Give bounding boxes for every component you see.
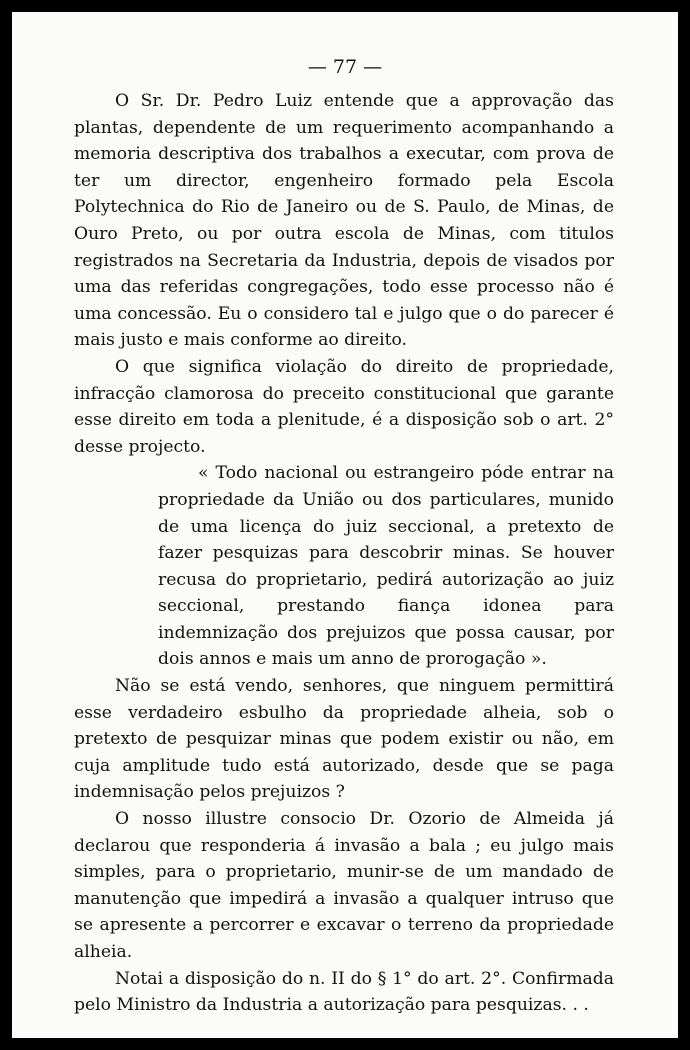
- paragraph-5: Notai a disposição do n. II do § 1° do art. 2°. Confirmada pelo Ministro da Industria a autorização para pesquizas. . .: [74, 968, 614, 1016]
- paragraph-3: Não se está vendo, senhores, que ninguem permittirá esse verdadeiro esbulho da propriedade alheia, sob o pretexto de pesquizar minas que podem existir ou não, em cuja amplitude tudo está autorizado, desde que se paga indemnisação pelos prejuizos ?: [74, 676, 614, 803]
- paragraph-4: O nosso illustre consocio Dr. Ozorio de Almeida já declarou que responderia á invasão a bala ; eu julgo mais simples, para o proprietario, munir-se de um mandado de manutenção que impedirá a invasão a qualquer intruso que se apresente a percorrer e excavar o terreno da propriedade alheia.: [74, 809, 614, 962]
- paragraph-2: O que significa violação do direito de propriedade, infracção clamorosa do preceito constitucional que garante esse direito em toda a plenitude, é a disposição sob o art. 2° desse projecto.: [74, 356, 614, 457]
- page-number-header: — 77 —: [307, 56, 383, 78]
- body-text: [74, 88, 614, 1019]
- quoted-article: « Todo nacional ou estrangeiro póde entrar na propriedade da União ou dos particulares, munido de uma licença do juiz seccional, a pretexto de fazer pesquizas para descobrir minas. Se houver recusa do proprietario, pedirá autorização ao juiz seccional, prestando fiança idonea para indemnização dos prejuizos que possa causar, por dois annos e mais um anno de prorogação ».: [158, 463, 614, 670]
- paragraph-1: O Sr. Dr. Pedro Luiz entende que a approvação das plantas, dependente de um requerimento acompanhando a memoria descriptiva dos trabalhos a executar, com prova de ter um director, engenheiro formado pela Escola Polytechnica do Rio de Janeiro ou de S. Paulo, de Minas, de Ouro Preto, ou por outra escola de Minas, com titulos registrados na Secretaria da Industria, depois de visados por uma das referidas congregações, todo esse processo não é uma concessão. Eu o considero tal e julgo que o do parecer é mais justo e mais conforme ao direito.: [74, 91, 614, 351]
- document-page: [12, 12, 678, 1038]
